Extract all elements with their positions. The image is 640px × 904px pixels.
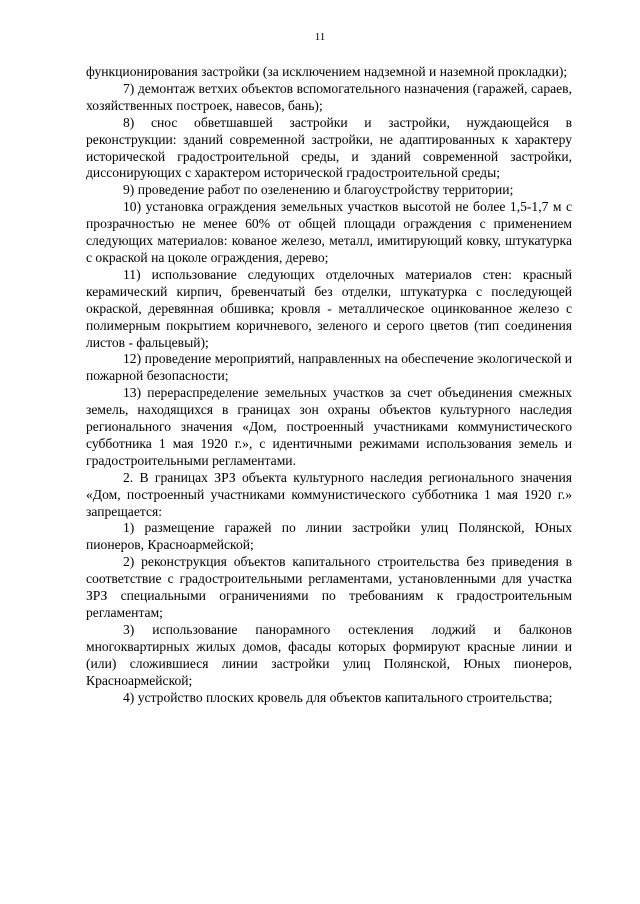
page-number: 11 bbox=[314, 31, 326, 43]
paragraph: 13) перераспределение земельных участков за счет объединения смежных земель, находящихся в границах зон охраны объектов культурного наследия регионального значения «Дом, построенный участниками коммунистического субботника 1 мая 1920 г.», с идентичными режимами использования земель и градостроительными регламентами. bbox=[86, 385, 572, 468]
paragraph: 12) проведение мероприятий, направленных на обеспечение экологической и пожарной безопасности; bbox=[86, 351, 572, 384]
document-body bbox=[86, 64, 572, 706]
paragraph: 1) размещение гаражей по линии застройки улиц Полянской, Юных пионеров, Красноармейской; bbox=[86, 520, 572, 553]
paragraph: 7) демонтаж ветхих объектов вспомогательного назначения (гаражей, сараев, хозяйственных построек, навесов, бань); bbox=[86, 80, 572, 113]
paragraph: 2. В границах ЗРЗ объекта культурного наследия регионального значения «Дом, построенный участниками коммунистического субботника 1 мая 1920 г.» запрещается: bbox=[86, 469, 572, 519]
paragraph: функционирования застройки (за исключением надземной и наземной прокладки); bbox=[86, 64, 568, 79]
paragraph: 8) снос обветшавшей застройки и застройки, нуждающейся в реконструкции: зданий современной застройки, не адаптированных к характеру исторической градостроительной среды, и зданий современной застройки, диссонирующих с характером исторической градостроительной среды; bbox=[86, 114, 572, 181]
paragraph: 10) установка ограждения земельных участков высотой не более 1,5-1,7 м с прозрачностью не менее 60% от общей площади ограждения с применением следующих материалов: кованое железо, металл, имитирующий ковку, штукатурка с окраской на цоколе ограждения, дерево; bbox=[86, 199, 572, 265]
paragraph: 4) устройство плоских кровель для объектов капитального строительства; bbox=[123, 689, 553, 705]
paragraph: 11) использование следующих отделочных материалов стен: красный керамический кирпич, бревенчатый без отделки, штукатурка с последующей окраской, деревянная обшивка; кровля - металлическое оцинкованное железо с полимерным покрытием коричневого, зеленого и серого цветов (тип соединения листов - фальцевый); bbox=[86, 266, 572, 350]
paragraph: 2) реконструкция объектов капитального строительства без приведения в соответствие с градостроительными регламентами, установленными для участка ЗРЗ специальными ограничениями по требованиям к градостроительным регламентам; bbox=[86, 554, 572, 620]
paragraph: 3) использование панорамного остекления лоджий и балконов многоквартирных жилых домов, фасады которых формируют красные линии и (или) сложившиеся линии застройки улиц Полянской, Юных пионеров, Красноармейской; bbox=[86, 621, 572, 688]
paragraph: 9) проведение работ по озеленению и благоустройству территории; bbox=[123, 182, 514, 198]
